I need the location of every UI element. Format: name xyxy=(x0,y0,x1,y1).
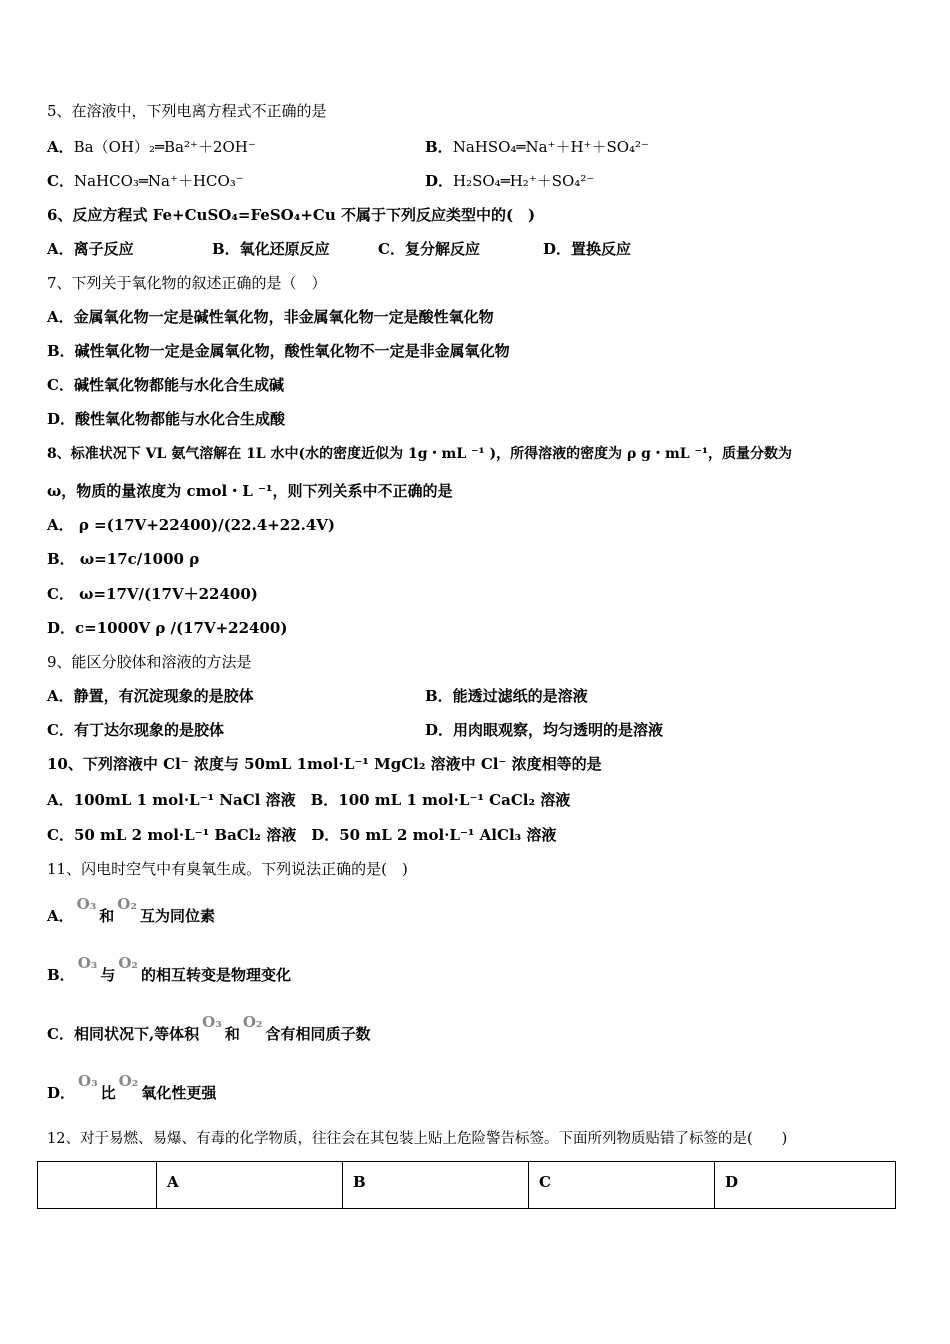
q9-row1 xyxy=(47,686,917,706)
q11-b: B．O₃与O₂的相互转变是物理变化 xyxy=(47,954,291,984)
o3-formula: O₃ xyxy=(78,1072,98,1090)
o2-formula: O₂ xyxy=(242,1013,263,1031)
q6-stem: 6、反应方程式 Fe+CuSO₄=FeSO₄+Cu 不属于下列反应类型中的( ) xyxy=(47,206,536,224)
q9-stem: 9、能区分胶体和溶液的方法是 xyxy=(47,653,252,671)
q8-d: D．c=1000V ρ /(17V+22400) xyxy=(47,619,288,637)
q9-a: A．静置，有沉淀现象的是胶体 xyxy=(47,687,254,705)
o2-formula: O₂ xyxy=(118,954,138,972)
q5-c: C．NaHCO₃═Na⁺＋HCO₃⁻ xyxy=(47,172,244,190)
q7-b: B．碱性氧化物一定是金属氧化物，酸性氧化物不一定是非金属氧化物 xyxy=(47,342,510,360)
q12-table xyxy=(37,1161,896,1209)
table-row xyxy=(38,1162,896,1209)
q6-a: A．离子反应 xyxy=(47,240,134,258)
q7-a: A．金属氧化物一定是碱性氧化物，非金属氧化物一定是酸性氧化物 xyxy=(47,308,494,326)
table-header-cell: D xyxy=(715,1162,896,1209)
q11-stem: 11、闪电时空气中有臭氧生成。下列说法正确的是( ) xyxy=(47,860,408,878)
q11-d: D．O₃比O₂氧化性更强 xyxy=(47,1072,217,1102)
q5-a: A．Ba（OH）₂═Ba²⁺＋2OH⁻ xyxy=(47,138,256,156)
o3-formula: O₃ xyxy=(76,895,97,913)
q7-d: D．酸性氧化物都能与水化合生成酸 xyxy=(47,410,286,428)
q10-cd: C．50 mL 2 mol·L⁻¹ BaCl₂ 溶液 D．50 mL 2 mol·L⁻¹ AlCl₃ 溶液 xyxy=(47,826,557,844)
q9-row2 xyxy=(47,720,917,740)
q8-c: C． ω=17V/(17V＋22400) xyxy=(47,585,258,603)
q7-stem: 7、下列关于氧化物的叙述正确的是（ ） xyxy=(47,274,327,292)
q9-b: B．能透过滤纸的是溶液 xyxy=(425,687,588,705)
q8-a: A． ρ =(17V+22400)/(22.4+22.4V) xyxy=(47,516,336,534)
q8-stem-2: ω，物质的量浓度为 cmol・L ⁻¹，则下列关系中不正确的是 xyxy=(47,482,453,500)
q6-c: C．复分解反应 xyxy=(378,240,480,258)
q5-d: D．H₂SO₄═H₂⁺＋SO₄²⁻ xyxy=(425,172,595,190)
q5-row1 xyxy=(47,137,917,157)
o2-formula: O₂ xyxy=(118,1072,139,1090)
q10-ab: A．100mL 1 mol·L⁻¹ NaCl 溶液 B．100 mL 1 mol·L⁻¹ CaCl₂ 溶液 xyxy=(47,791,571,809)
q10-stem: 10、下列溶液中 Cl⁻ 浓度与 50mL 1mol·L⁻¹ MgCl₂ 溶液中 Cl⁻ 浓度相等的是 xyxy=(47,755,602,773)
o3-formula: O₃ xyxy=(202,1013,222,1031)
q5-b: B．NaHSO₄═Na⁺＋H⁺＋SO₄²⁻ xyxy=(425,138,649,156)
q9-d: D．用肉眼观察，均匀透明的是溶液 xyxy=(425,721,664,739)
q6-b: B．氧化还原反应 xyxy=(212,240,330,258)
o2-formula: O₂ xyxy=(117,895,137,913)
table-header-cell: C xyxy=(529,1162,715,1209)
q5-stem: 5、在溶液中，下列电离方程式不正确的是 xyxy=(47,102,327,120)
q11-c: C．相同状况下,等体积O₃和O₂含有相同质子数 xyxy=(47,1013,371,1043)
q5-row2 xyxy=(47,171,917,191)
table-header-cell: B xyxy=(343,1162,529,1209)
o3-formula: O₃ xyxy=(77,954,98,972)
q9-c: C．有丁达尔现象的是胶体 xyxy=(47,721,224,739)
q12-stem: 12、对于易燃、易爆、有毒的化学物质，往往会在其包装上贴上危险警告标签。下面所列物质贴错了标签的是( ) xyxy=(47,1131,788,1147)
q11-a: A．O₃和O₂互为同位素 xyxy=(47,895,215,925)
table-header-cell xyxy=(38,1162,157,1209)
q6-d: D．置换反应 xyxy=(543,240,632,258)
q7-c: C．碱性氧化物都能与水化合生成碱 xyxy=(47,376,284,394)
q8-stem-1: 8、标准状况下 VL 氨气溶解在 1L 水中(水的密度近似为 1g・mL ⁻¹ )，所得溶液的密度为 ρ g・mL ⁻¹，质量分数为 xyxy=(47,446,793,462)
table-header-cell: A xyxy=(157,1162,343,1209)
q8-b: B． ω=17c/1000 ρ xyxy=(47,550,200,568)
